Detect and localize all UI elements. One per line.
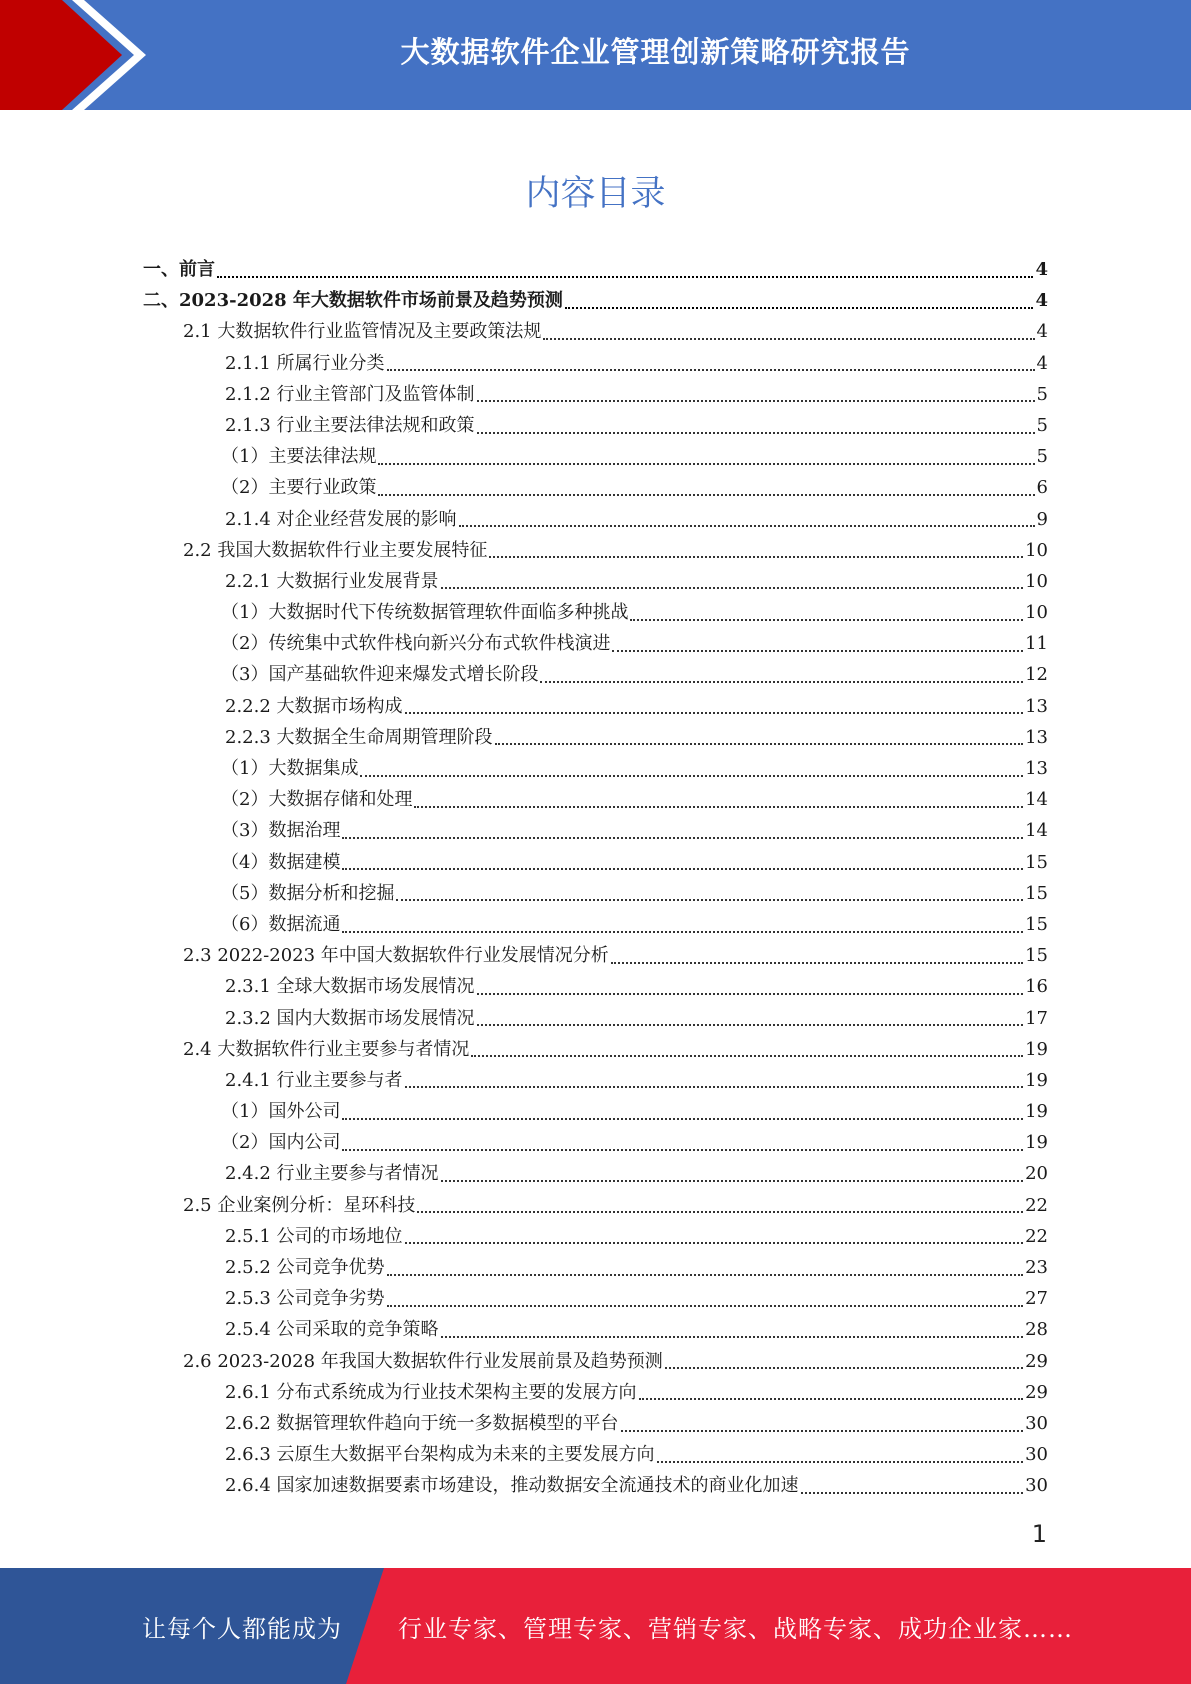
toc-dot-leader (417, 1211, 1023, 1213)
toc-entry-page: 14 (1025, 789, 1048, 811)
toc-entry-page: 10 (1025, 539, 1048, 561)
toc-entry-page: 20 (1025, 1163, 1048, 1185)
toc-entry-title: （2）大数据存储和处理 (221, 789, 413, 811)
toc-entry-page: 4 (1035, 290, 1048, 312)
toc-entry-title: 2.4.2 行业主要参与者情况 (225, 1163, 439, 1185)
toc-dot-leader (477, 1024, 1024, 1026)
toc-entry[interactable] (143, 1471, 1048, 1502)
toc-entry-title: （3）国产基础软件迎来爆发式增长阶段 (221, 664, 539, 686)
toc-entry-title: 2.6 2023-2028 年我国大数据软件行业发展前景及趋势预测 (183, 1350, 663, 1372)
toc-entry[interactable] (143, 1409, 1048, 1440)
toc-entry-page: 4 (1036, 352, 1048, 374)
toc-entry-title: 2.1.1 所属行业分类 (225, 352, 385, 374)
toc-entry[interactable] (143, 1347, 1048, 1378)
toc-dot-leader (441, 1180, 1024, 1182)
toc-entry[interactable] (143, 411, 1048, 442)
footer-slogan-left: 让每个人都能成为 (142, 1614, 342, 1643)
footer-slogan-right: 行业专家、管理专家、营销专家、战略专家、成功企业家…… (398, 1614, 1073, 1643)
toc-dot-leader (378, 463, 1034, 465)
toc-entry-page: 19 (1025, 1101, 1048, 1123)
toc-dot-leader (396, 899, 1023, 901)
toc-dot-leader (540, 681, 1023, 683)
toc-dot-leader (342, 1149, 1023, 1151)
toc-entry[interactable] (143, 1035, 1048, 1066)
toc-entry-page: 13 (1025, 758, 1048, 779)
toc-dot-leader (665, 1367, 1023, 1369)
toc-dot-leader (657, 1461, 1024, 1463)
toc-entry[interactable] (143, 442, 1048, 473)
toc-entry[interactable] (143, 1128, 1048, 1159)
toc-entry-title: 2.4.1 行业主要参与者 (225, 1069, 403, 1091)
toc-dot-leader (489, 556, 1023, 558)
toc-dot-leader (621, 1430, 1024, 1432)
toc-entry-page: 15 (1025, 913, 1048, 935)
toc-entry-title: （1）大数据集成 (221, 758, 359, 779)
toc-dot-leader (441, 587, 1024, 589)
toc-dot-leader (342, 868, 1023, 870)
toc-entry[interactable] (143, 473, 1048, 504)
toc-dot-leader (612, 650, 1023, 652)
toc-entry-page: 5 (1036, 414, 1048, 436)
toc-entry[interactable] (143, 1315, 1048, 1346)
toc-entry-page: 22 (1025, 1225, 1048, 1247)
toc-dot-leader (387, 1274, 1024, 1276)
toc-entry-title: 2.6.3 云原生大数据平台架构成为未来的主要发展方向 (225, 1444, 655, 1466)
toc-entry[interactable] (143, 380, 1048, 411)
toc-entry-title: 2.6.4 国家加速数据要素市场建设，推动数据安全流通技术的商业化加速 (225, 1475, 799, 1497)
toc-entry[interactable] (143, 286, 1048, 317)
toc-entry-page: 15 (1025, 851, 1048, 873)
toc-dot-leader (387, 369, 1035, 371)
toc-dot-leader (801, 1492, 1024, 1494)
toc-dot-leader (387, 1305, 1024, 1307)
toc-entry-title: 2.3.2 国内大数据市场发展情况 (225, 1007, 475, 1029)
report-footer (0, 1568, 1191, 1684)
toc-dot-leader (543, 338, 1034, 340)
header-chevron-graphic (0, 0, 150, 110)
page-number: 1 (1031, 1520, 1047, 1548)
toc-entry-page: 19 (1025, 1038, 1048, 1060)
toc-entry[interactable] (143, 629, 1048, 660)
toc-dot-leader (471, 1055, 1023, 1057)
toc-entry-page: 5 (1036, 383, 1048, 405)
toc-entry-title: （1）主要法律法规 (221, 446, 377, 468)
toc-dot-leader (378, 494, 1034, 496)
toc-entry[interactable] (143, 1253, 1048, 1284)
toc-entry[interactable] (143, 972, 1048, 1003)
toc-entry-page: 6 (1036, 477, 1048, 499)
toc-entry-title: 2.6.1 分布式系统成为行业技术架构主要的发展方向 (225, 1381, 637, 1403)
toc-entry-title: 2.2.3 大数据全生命周期管理阶段 (225, 726, 493, 748)
toc-entry-title: （2）主要行业政策 (221, 477, 377, 499)
toc-entry-page: 29 (1025, 1350, 1048, 1372)
toc-entry[interactable] (143, 1097, 1048, 1128)
toc-entry[interactable] (143, 536, 1048, 567)
toc-entry-page: 14 (1025, 820, 1048, 842)
toc-dot-leader (477, 400, 1035, 402)
toc-entry[interactable] (143, 910, 1048, 941)
toc-entry[interactable] (143, 598, 1048, 629)
toc-dot-leader (405, 712, 1024, 714)
toc-dot-leader (342, 931, 1023, 933)
toc-entry-page: 15 (1025, 945, 1048, 967)
toc-dot-leader (414, 806, 1023, 808)
toc-dot-leader (342, 837, 1023, 839)
toc-entry[interactable] (143, 879, 1048, 910)
toc-dot-leader (342, 1118, 1023, 1120)
toc-dot-leader (405, 1242, 1024, 1244)
toc-entry-page: 5 (1036, 446, 1048, 468)
toc-entry-page: 10 (1025, 570, 1048, 592)
toc-dot-leader (477, 993, 1024, 995)
toc-entry-title: （1）国外公司 (221, 1101, 341, 1123)
toc-entry-page: 27 (1025, 1288, 1048, 1310)
toc-entry-page: 16 (1025, 976, 1048, 998)
toc-entry-title: 2.2.1 大数据行业发展背景 (225, 570, 439, 592)
toc-entry-title: （5）数据分析和挖掘 (221, 882, 395, 904)
toc-entry-page: 28 (1025, 1319, 1048, 1341)
toc-entry-page: 11 (1025, 633, 1048, 655)
report-header (0, 0, 1191, 110)
table-of-contents (143, 255, 1048, 1503)
toc-entry[interactable] (143, 1004, 1048, 1035)
toc-entry-page: 15 (1025, 882, 1048, 904)
toc-entry-title: 2.2 我国大数据软件行业主要发展特征 (183, 539, 488, 561)
toc-entry-page: 4 (1036, 321, 1048, 343)
toc-entry-title: （4）数据建模 (221, 851, 341, 873)
toc-entry-page: 12 (1025, 664, 1048, 686)
toc-entry-title: 2.5 企业案例分析：星环科技 (183, 1194, 416, 1216)
toc-entry-title: （2）传统集中式软件栈向新兴分布式软件栈演进 (221, 633, 611, 655)
toc-entry[interactable] (143, 941, 1048, 972)
toc-dot-leader (477, 432, 1035, 434)
toc-entry-title: 2.6.2 数据管理软件趋向于统一多数据模型的平台 (225, 1412, 619, 1434)
toc-entry-title: （3）数据治理 (221, 820, 341, 842)
toc-dot-leader (611, 962, 1023, 964)
toc-entry-page: 30 (1025, 1444, 1048, 1466)
toc-entry[interactable] (143, 1066, 1048, 1097)
toc-entry-title: 二、2023-2028 年大数据软件市场前景及趋势预测 (143, 290, 563, 312)
toc-entry-page: 30 (1025, 1475, 1048, 1497)
toc-entry[interactable] (143, 816, 1048, 847)
toc-entry[interactable] (143, 723, 1048, 754)
toc-entry-title: 一、前言 (143, 259, 215, 280)
toc-entry-title: 2.4 大数据软件行业主要参与者情况 (183, 1038, 470, 1060)
toc-entry-title: 2.3 2022-2023 年中国大数据软件行业发展情况分析 (183, 945, 609, 967)
toc-dot-leader (441, 1336, 1024, 1338)
toc-entry[interactable] (143, 1222, 1048, 1253)
toc-entry-page: 22 (1025, 1194, 1048, 1216)
toc-dot-leader (459, 525, 1035, 527)
toc-entry-title: 2.1.3 行业主要法律法规和政策 (225, 414, 475, 436)
toc-entry[interactable] (143, 848, 1048, 879)
toc-entry-title: 2.5.4 公司采取的竞争策略 (225, 1319, 439, 1341)
toc-entry-page: 17 (1025, 1007, 1048, 1029)
report-title: 大数据软件企业管理创新策略研究报告 (400, 34, 911, 69)
toc-dot-leader (217, 276, 1033, 278)
toc-entry-title: 2.5.2 公司竞争优势 (225, 1257, 385, 1278)
toc-entry[interactable] (143, 349, 1048, 380)
toc-entry[interactable] (143, 1159, 1048, 1190)
toc-entry-page: 23 (1025, 1257, 1048, 1278)
toc-entry-title: （2）国内公司 (221, 1132, 341, 1154)
toc-entry[interactable] (143, 1191, 1048, 1222)
toc-entry-page: 29 (1025, 1381, 1048, 1403)
toc-dot-leader (495, 743, 1024, 745)
toc-entry-title: 2.1.2 行业主管部门及监管体制 (225, 383, 475, 405)
toc-entry-page: 19 (1025, 1069, 1048, 1091)
toc-entry[interactable] (143, 692, 1048, 723)
toc-entry-title: （1）大数据时代下传统数据管理软件面临多种挑战 (221, 602, 629, 624)
toc-entry-page: 10 (1025, 602, 1048, 624)
toc-entry-title: 2.5.1 公司的市场地位 (225, 1225, 403, 1247)
toc-entry-title: 2.1 大数据软件行业监管情况及主要政策法规 (183, 321, 542, 343)
toc-dot-leader (360, 775, 1023, 777)
toc-entry[interactable] (143, 785, 1048, 816)
toc-entry[interactable] (143, 567, 1048, 598)
toc-entry-title: （6）数据流通 (221, 913, 341, 935)
toc-entry-title: 2.1.4 对企业经营发展的影响 (225, 508, 457, 530)
toc-entry-page: 19 (1025, 1132, 1048, 1154)
toc-entry-title: 2.5.3 公司竞争劣势 (225, 1288, 385, 1310)
toc-dot-leader (630, 619, 1023, 621)
toc-dot-leader (565, 307, 1034, 309)
toc-entry-page: 13 (1025, 695, 1048, 717)
toc-entry[interactable] (143, 255, 1048, 286)
toc-entry-title: 2.3.1 全球大数据市场发展情况 (225, 976, 475, 998)
toc-entry[interactable] (143, 754, 1048, 785)
toc-entry-title: 2.2.2 大数据市场构成 (225, 695, 403, 717)
toc-entry[interactable] (143, 660, 1048, 691)
toc-heading: 内容目录 (525, 174, 666, 214)
toc-entry-page: 30 (1025, 1412, 1048, 1434)
toc-entry-page: 9 (1036, 508, 1048, 530)
toc-entry[interactable] (143, 1284, 1048, 1315)
toc-dot-leader (639, 1398, 1024, 1400)
toc-entry-page: 13 (1025, 726, 1048, 748)
toc-entry[interactable] (143, 317, 1048, 348)
toc-dot-leader (405, 1086, 1024, 1088)
toc-entry-page: 4 (1035, 259, 1048, 280)
toc-entry[interactable] (143, 1440, 1048, 1471)
toc-entry[interactable] (143, 1378, 1048, 1409)
toc-entry[interactable] (143, 505, 1048, 536)
